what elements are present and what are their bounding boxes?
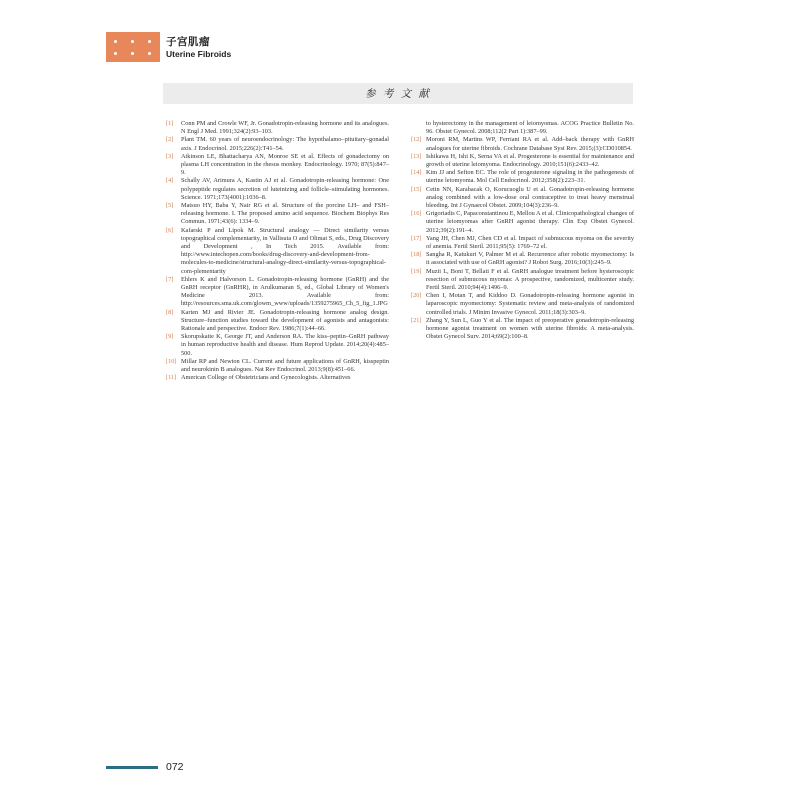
reference-text: Millar RP and Newton CL. Current and future applications of GnRH, kisspeptin and neurokinin B analogues. Nat Rev Endocrinol. 2013;9(8):451–66. (181, 357, 389, 374)
reference-text: Ehlers K and Halvorson L. Gonadotropin-releasing hormone (GnRH) and the GnRH receptor (GnRHR), in Arulkumaran S, ed., Global Library of Women's Medicine 2013. Available from: http://resources.sma.uk.com/glowm_www/uploads/1359275965_Ch_5_fig_1.JPG (181, 275, 389, 308)
reference-item (166, 153, 389, 178)
reference-text: Muzii L, Boni T, Bellati F et al. GnRH analogue treatment before hysteroscopic resection of submucous myomas: A prospective, randomized, multicenter study. Fertil Steril. 2010;94(4):1496–9. (426, 267, 634, 292)
reference-text: Atkinson LE, Bhattacharya AN, Monroe SE et al. Effects of gonadectomy on plasma LH concentration in the rhesus monkey. Endocrinology. 1970; 87(5):847–9. (181, 152, 389, 177)
reference-item (411, 186, 634, 211)
section-header-bar (163, 83, 633, 104)
reference-number: [20] (411, 292, 422, 300)
reference-item (166, 202, 389, 227)
reference-number: [16] (411, 210, 422, 218)
reference-item (411, 210, 634, 235)
reference-text: Kim JJ and Sefton EC. The role of progesterone signaling in the pathogenesis of uterine leiomyoma. Mol Cell Endocrinol. 2012;358(2):223–31. (426, 169, 634, 185)
reference-item (411, 268, 634, 293)
reference-number: [17] (411, 234, 422, 242)
reference-item (166, 309, 389, 334)
reference-item (166, 227, 389, 276)
reference-item (411, 120, 634, 136)
reference-item (411, 169, 634, 185)
reference-number: [12] (411, 136, 422, 144)
decor-dot (131, 52, 134, 55)
chapter-title-zh: 子宫肌瘤 (166, 36, 210, 48)
reference-text: Conn PM and Crowle WF, Jr. Gonadotropin-releasing hormone and its analogues. N Engl J Med. 1991;324(2):93–103. (181, 120, 389, 136)
reference-item (166, 120, 389, 136)
reference-number: [6] (166, 226, 174, 234)
reference-text: Ishikawa H, Ishi K, Serna VA et al. Progesterone is essential for maintenance and growth of uterine leiomyoma. Endocrinology. 2010;151(6):2433–42. (426, 152, 634, 169)
reference-number: [18] (411, 251, 422, 259)
decor-dot (148, 40, 151, 43)
reference-item (166, 136, 389, 152)
reference-text: Grigoriadis C, Papaconstantinou E, Mellou A et al. Clinicopathological changes of uterine leiomyomas after GnRH agonist therapy. Clin Exp Obstet Gynecol. 2012;39(2):191–4. (426, 210, 634, 234)
page-number: 072 (166, 761, 184, 773)
reference-item (166, 177, 389, 202)
reference-text: Sangha R, Katukuri V, Palmer M et al. Recurrence after robotic myomectomy: Is it associated with use of GnRH agonist? J Robot Surg. 2016;10(3):245–9. (426, 251, 634, 267)
reference-number: [13] (411, 152, 422, 160)
reference-number: [8] (166, 308, 174, 316)
reference-text: Matsuo HY, Baba Y, Nair RG et al. Structure of the porcine LH– and FSH–releasing hormone. I. The proposed amino acid sequence. Biochem Biophys Res Commun. 1971;43(6): 1334–9. (181, 202, 389, 226)
reference-text: Kafarski P and Lipok M. Structural analogy — Direct similarity versus topographical complementarity, in Vallisuta O and Olimat S, eds., Drug Discovery and Development , In Tech 2015. Available from: http://www.intechopen.com/books/drug-discovery-and-development-from-molecules-to-medicine/structural-analogy-direct-similarity-versus-topographical-com-plementarity (181, 226, 389, 275)
reference-number: [15] (411, 185, 422, 193)
reference-item (411, 292, 634, 317)
reference-number: [14] (411, 169, 422, 177)
reference-text: American College of Obstetricians and Gynecologists. Alternatives (181, 374, 351, 382)
reference-number: [2] (166, 136, 174, 144)
reference-item (411, 251, 634, 267)
references-column-right (411, 120, 634, 341)
reference-number: [10] (166, 357, 177, 365)
reference-text: Karten MJ and Rivier JE. Gonadotropin-releasing hormone analog design. Structure–function studies toward the development of agonists and antagonists: Rationale and perspective. Endocr Rev. 1986;7(1):44–66. (181, 308, 389, 333)
reference-item (166, 276, 389, 309)
reference-item (411, 235, 634, 251)
decor-dot (114, 40, 117, 43)
reference-item (411, 153, 634, 169)
reference-item (166, 358, 389, 374)
reference-number: [19] (411, 267, 422, 275)
reference-text: Moroni RM, Martins WP, Ferriani RA et al. Add–back therapy with GnRH analogues for uterine fibroids. Cochrane Database Syst Rev. 2015;(3):CD010854. (426, 136, 634, 152)
reference-text: Zhang Y, Sun L, Guo Y et al. The impact of preoperative gonadotropin-releasing hormone agonist treatment on women with uterine fibroids: A meta-analysis. Obstet Gynecol Surv. 2014;69(2):100–8. (426, 316, 634, 341)
reference-text: Cetin NN, Karabacak O, Korucuoglu U et al. Gonadotropin-releasing hormone analog combined with a low-dose oral contraceptive to treat heavy menstrual bleeding. Int J Gynaecol Obstet. 2009;104(3):236–9. (426, 185, 634, 210)
reference-item (411, 136, 634, 152)
decor-dot (131, 40, 134, 43)
chapter-color-block (106, 32, 160, 62)
decor-dot (148, 52, 151, 55)
chapter-title-en: Uterine Fibroids (166, 49, 232, 59)
reference-number: [1] (166, 120, 174, 127)
references-column-left (166, 120, 389, 383)
section-title: 参 考 文 献 (364, 88, 431, 100)
reference-number: [3] (166, 152, 174, 160)
reference-number: [21] (411, 316, 422, 324)
reference-text: Schally AV, Arimura A, Kastin AJ et al. Gonadotropin-releasing hormone: One polypeptide regulates secretion of luteinizing and follicle–stimulating hormones. Science. 1971;173(4001):1036–8. (181, 177, 389, 201)
footer-accent-line (106, 766, 158, 769)
reference-item (166, 333, 389, 358)
reference-number: [5] (166, 202, 174, 210)
reference-number: [4] (166, 177, 174, 185)
reference-text: Skorupskaite K, George JT, and Anderson RA. The kiss–peptin–GnRH pathway in human reproductive health and disease. Hum Reprod Update. 2014;20(4):485–500. (181, 333, 389, 357)
reference-text: Yang JH, Chen MJ, Chen CD et al. Impact of submucous myoma on the severity of anemia. Fertil Steril. 2011;95(5): 1769–72 el. (426, 234, 634, 251)
reference-number: [11] (166, 374, 177, 382)
reference-number: [9] (166, 333, 174, 341)
reference-text: Plant TM. 60 years of neuroendocrinology: The hypothalamo–pituitary–gonadal axis. J Endocrinol. 2015;226(2):T41–54. (181, 136, 389, 152)
reference-text: Chen I, Motan T, and Kiddoo D. Gonadotropin-releasing hormone agonist in laparoscopic myomectomy: Systematic review and meta-analysis of randomized controlled trials. J Minim Invasive Gynecol. 2011;18(3):303–9. (426, 292, 634, 316)
reference-item (411, 317, 634, 342)
reference-item (166, 374, 389, 382)
reference-number: [7] (166, 275, 174, 283)
decor-dot (114, 52, 117, 55)
reference-text: to hysterectomy in the management of leiomyomas. ACOG Practice Bulletin No. 96. Obstet Gynecol. 2008;112(2 Part 1):387–99. (426, 120, 634, 136)
